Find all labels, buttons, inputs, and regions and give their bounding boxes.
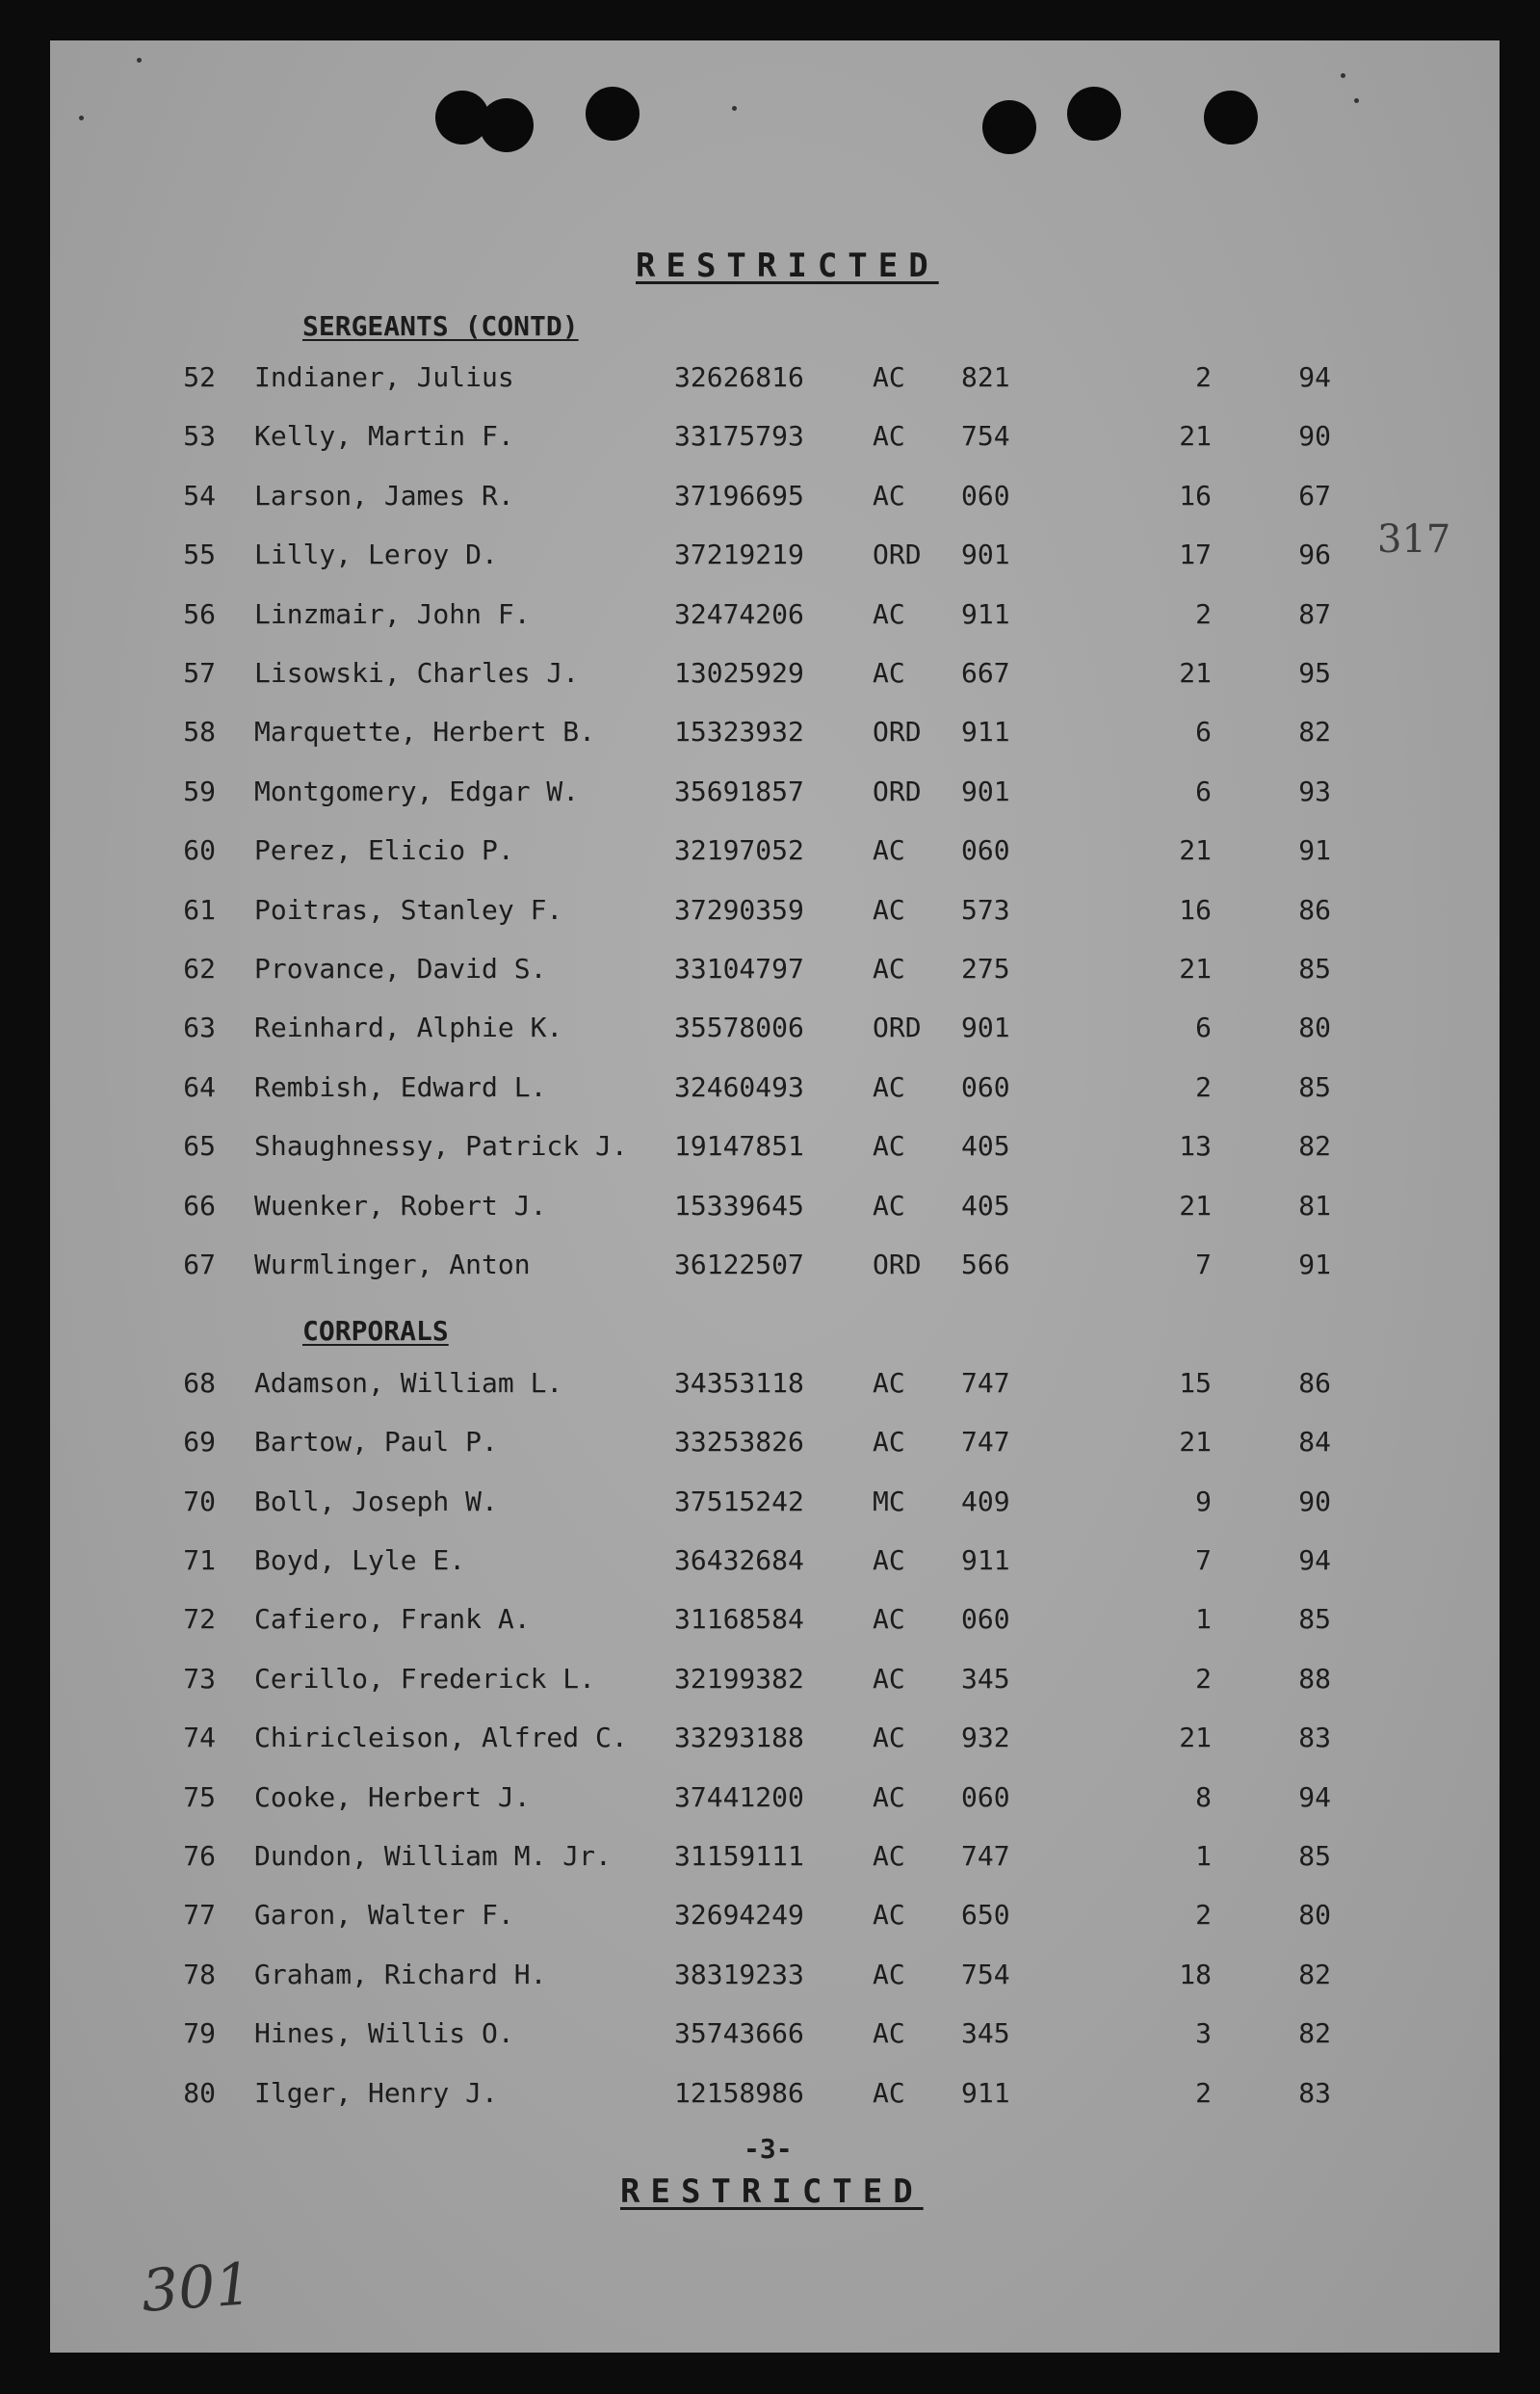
section-heading: SERGEANTS (CONTD) (302, 310, 579, 342)
serial-number: 15339645 (674, 1189, 804, 1222)
months-value: 17 (1179, 539, 1212, 571)
serial-number: 32199382 (674, 1662, 804, 1695)
specialty-code: 650 (961, 1899, 1010, 1932)
row-number: 76 (183, 1840, 216, 1872)
soldier-name: Kelly, Martin F. (254, 420, 514, 453)
serial-number: 33293188 (674, 1722, 804, 1754)
months-value: 6 (1195, 775, 1212, 807)
soldier-name: Reinhard, Alphie K. (254, 1012, 563, 1044)
serial-number: 37441200 (674, 1780, 804, 1813)
months-value: 21 (1179, 657, 1212, 689)
list-item (50, 1426, 1500, 1464)
branch-code: ORD (873, 1012, 922, 1044)
score-value: 85 (1298, 953, 1331, 985)
list-item (50, 1190, 1500, 1228)
months-value: 2 (1195, 1070, 1212, 1103)
branch-code: ORD (873, 539, 922, 571)
months-value: 16 (1179, 479, 1212, 512)
soldier-name: Marquette, Herbert B. (254, 716, 596, 749)
branch-code: AC (873, 1722, 905, 1754)
list-item (50, 834, 1500, 873)
row-number: 63 (183, 1012, 216, 1044)
score-value: 67 (1298, 479, 1331, 512)
serial-number: 33104797 (674, 953, 804, 985)
branch-code: ORD (873, 716, 922, 749)
months-value: 15 (1179, 1366, 1212, 1399)
score-value: 96 (1298, 539, 1331, 571)
list-item (50, 894, 1500, 933)
branch-code: AC (873, 479, 905, 512)
list-item (50, 1130, 1500, 1169)
soldier-name: Perez, Elicio P. (254, 834, 514, 867)
months-value: 2 (1195, 1899, 1212, 1932)
list-item (50, 1722, 1500, 1760)
score-value: 82 (1298, 1958, 1331, 1990)
row-number: 79 (183, 2017, 216, 2050)
months-value: 2 (1195, 1662, 1212, 1695)
list-item (50, 953, 1500, 991)
branch-code: AC (873, 2017, 905, 2050)
score-value: 84 (1298, 1426, 1331, 1459)
months-value: 7 (1195, 1544, 1212, 1576)
row-number: 58 (183, 716, 216, 749)
row-number: 62 (183, 953, 216, 985)
row-number: 52 (183, 361, 216, 393)
list-item (50, 2077, 1500, 2116)
list-item (50, 657, 1500, 696)
branch-code: AC (873, 2076, 905, 2109)
specialty-code: 911 (961, 1544, 1010, 1576)
specialty-code: 060 (961, 1780, 1010, 1813)
soldier-name: Lisowski, Charles J. (254, 657, 580, 689)
soldier-name: Poitras, Stanley F. (254, 893, 563, 926)
soldier-name: Bartow, Paul P. (254, 1426, 498, 1459)
specialty-code: 060 (961, 479, 1010, 512)
branch-code: AC (873, 1840, 905, 1872)
branch-code: AC (873, 1426, 905, 1459)
specialty-code: 409 (961, 1485, 1010, 1517)
specialty-code: 821 (961, 361, 1010, 393)
row-number: 56 (183, 597, 216, 630)
row-number: 64 (183, 1070, 216, 1103)
branch-code: AC (873, 361, 905, 393)
serial-number: 32694249 (674, 1899, 804, 1932)
branch-code: AC (873, 420, 905, 453)
document-page (50, 40, 1500, 2353)
soldier-name: Ilger, Henry J. (254, 2076, 498, 2109)
list-item (50, 716, 1500, 754)
row-number: 80 (183, 2076, 216, 2109)
months-value: 21 (1179, 953, 1212, 985)
soldier-name: Larson, James R. (254, 479, 514, 512)
list-item (50, 1899, 1500, 1937)
list-item (50, 1840, 1500, 1879)
restricted-header: RESTRICTED (636, 247, 939, 285)
row-number: 75 (183, 1780, 216, 1813)
list-item (50, 2017, 1500, 2056)
soldier-name: Wurmlinger, Anton (254, 1249, 531, 1280)
score-value: 83 (1298, 2076, 1331, 2109)
soldier-name: Boyd, Lyle E. (254, 1544, 466, 1576)
months-value: 2 (1195, 2076, 1212, 2109)
score-value: 85 (1298, 1603, 1331, 1636)
score-value: 83 (1298, 1722, 1331, 1754)
months-value: 13 (1179, 1130, 1212, 1163)
score-value: 90 (1298, 420, 1331, 453)
score-value: 87 (1298, 597, 1331, 630)
branch-code: AC (873, 834, 905, 867)
soldier-name: Chiricleison, Alfred C. (254, 1722, 628, 1754)
score-value: 90 (1298, 1485, 1331, 1517)
serial-number: 32460493 (674, 1070, 804, 1103)
branch-code: AC (873, 1366, 905, 1399)
serial-number: 33253826 (674, 1426, 804, 1459)
list-item (50, 598, 1500, 637)
list-item (50, 480, 1500, 518)
row-number: 61 (183, 893, 216, 926)
specialty-code: 911 (961, 716, 1010, 749)
specialty-code: 060 (961, 1070, 1010, 1103)
soldier-name: Montgomery, Edgar W. (254, 775, 580, 807)
score-value: 94 (1298, 361, 1331, 393)
serial-number: 36432684 (674, 1544, 804, 1576)
months-value: 2 (1195, 361, 1212, 393)
branch-code: ORD (873, 775, 922, 807)
stamped-margin-number: 317 (1377, 517, 1451, 562)
serial-number: 19147851 (674, 1130, 804, 1163)
specialty-code: 901 (961, 775, 1010, 807)
specialty-code: 747 (961, 1366, 1010, 1399)
specialty-code: 747 (961, 1840, 1010, 1872)
serial-number: 34353118 (674, 1366, 804, 1399)
specialty-code: 667 (961, 657, 1010, 689)
punch-hole (1067, 87, 1121, 141)
specialty-code: 573 (961, 893, 1010, 926)
list-item (50, 1603, 1500, 1642)
soldier-name: Hines, Willis O. (254, 2017, 514, 2050)
list-item (50, 1071, 1500, 1110)
row-number: 78 (183, 1958, 216, 1990)
branch-code: MC (873, 1485, 905, 1517)
score-value: 82 (1298, 1130, 1331, 1163)
branch-code: ORD (873, 1249, 922, 1280)
score-value: 82 (1298, 716, 1331, 749)
soldier-name: Linzmair, John F. (254, 597, 531, 630)
months-value: 18 (1179, 1958, 1212, 1990)
specialty-code: 345 (961, 1662, 1010, 1695)
score-value: 91 (1298, 1249, 1331, 1280)
score-value: 85 (1298, 1840, 1331, 1872)
row-number: 71 (183, 1544, 216, 1576)
branch-code: AC (873, 657, 905, 689)
score-value: 94 (1298, 1780, 1331, 1813)
specialty-code: 405 (961, 1189, 1010, 1222)
list-item (50, 1249, 1500, 1287)
specialty-code: 901 (961, 539, 1010, 571)
row-number: 55 (183, 539, 216, 571)
months-value: 2 (1195, 597, 1212, 630)
specialty-code: 901 (961, 1012, 1010, 1044)
specialty-code: 754 (961, 420, 1010, 453)
row-number: 67 (183, 1249, 216, 1280)
list-item (50, 1663, 1500, 1701)
specialty-code: 754 (961, 1958, 1010, 1990)
serial-number: 37290359 (674, 893, 804, 926)
soldier-name: Provance, David S. (254, 953, 547, 985)
months-value: 1 (1195, 1840, 1212, 1872)
score-value: 86 (1298, 1366, 1331, 1399)
score-value: 88 (1298, 1662, 1331, 1695)
list-item (50, 1781, 1500, 1820)
months-value: 16 (1179, 893, 1212, 926)
punch-hole (1204, 91, 1258, 145)
specialty-code: 060 (961, 1603, 1010, 1636)
row-number: 53 (183, 420, 216, 453)
branch-code: AC (873, 1662, 905, 1695)
branch-code: AC (873, 1958, 905, 1990)
row-number: 66 (183, 1189, 216, 1222)
paper-speck (137, 58, 142, 63)
serial-number: 36122507 (674, 1249, 804, 1280)
branch-code: AC (873, 1780, 905, 1813)
soldier-name: Indianer, Julius (254, 361, 514, 393)
list-item (50, 539, 1500, 577)
branch-code: AC (873, 1544, 905, 1576)
specialty-code: 911 (961, 597, 1010, 630)
restricted-footer: RESTRICTED (620, 2172, 924, 2211)
branch-code: AC (873, 893, 905, 926)
row-number: 70 (183, 1485, 216, 1517)
row-number: 60 (183, 834, 216, 867)
serial-number: 32626816 (674, 361, 804, 393)
specialty-code: 275 (961, 953, 1010, 985)
list-item (50, 1486, 1500, 1524)
specialty-code: 566 (961, 1249, 1010, 1280)
row-number: 73 (183, 1662, 216, 1695)
soldier-name: Cafiero, Frank A. (254, 1603, 531, 1636)
soldier-name: Cooke, Herbert J. (254, 1780, 531, 1813)
serial-number: 12158986 (674, 2076, 804, 2109)
months-value: 7 (1195, 1249, 1212, 1280)
branch-code: AC (873, 1130, 905, 1163)
row-number: 59 (183, 775, 216, 807)
months-value: 21 (1179, 834, 1212, 867)
soldier-name: Lilly, Leroy D. (254, 539, 498, 571)
soldier-name: Graham, Richard H. (254, 1958, 547, 1990)
row-number: 65 (183, 1130, 216, 1163)
branch-code: AC (873, 1899, 905, 1932)
row-number: 57 (183, 657, 216, 689)
score-value: 80 (1298, 1899, 1331, 1932)
score-value: 93 (1298, 775, 1331, 807)
months-value: 21 (1179, 420, 1212, 453)
serial-number: 32474206 (674, 597, 804, 630)
serial-number: 35743666 (674, 2017, 804, 2050)
soldier-name: Boll, Joseph W. (254, 1485, 498, 1517)
row-number: 54 (183, 479, 216, 512)
row-number: 74 (183, 1722, 216, 1754)
paper-speck (1341, 73, 1345, 78)
serial-number: 15323932 (674, 716, 804, 749)
soldier-name: Dundon, William M. Jr. (254, 1840, 612, 1872)
branch-code: AC (873, 1070, 905, 1103)
months-value: 21 (1179, 1722, 1212, 1754)
specialty-code: 060 (961, 834, 1010, 867)
score-value: 91 (1298, 834, 1331, 867)
serial-number: 37219219 (674, 539, 804, 571)
paper-speck (732, 106, 737, 111)
punch-hole (586, 87, 639, 141)
specialty-code: 747 (961, 1426, 1010, 1459)
serial-number: 37515242 (674, 1485, 804, 1517)
score-value: 80 (1298, 1012, 1331, 1044)
specialty-code: 345 (961, 2017, 1010, 2050)
row-number: 68 (183, 1366, 216, 1399)
branch-code: AC (873, 597, 905, 630)
score-value: 81 (1298, 1189, 1331, 1222)
months-value: 3 (1195, 2017, 1212, 2050)
list-item (50, 361, 1500, 400)
score-value: 95 (1298, 657, 1331, 689)
serial-number: 13025929 (674, 657, 804, 689)
serial-number: 37196695 (674, 479, 804, 512)
score-value: 86 (1298, 893, 1331, 926)
list-item (50, 420, 1500, 459)
soldier-name: Rembish, Edward L. (254, 1070, 547, 1103)
months-value: 6 (1195, 716, 1212, 749)
score-value: 94 (1298, 1544, 1331, 1576)
punch-hole (480, 98, 534, 152)
specialty-code: 932 (961, 1722, 1010, 1754)
list-item (50, 776, 1500, 814)
branch-code: AC (873, 1603, 905, 1636)
soldier-name: Shaughnessy, Patrick J. (254, 1130, 628, 1163)
row-number: 72 (183, 1603, 216, 1636)
score-value: 82 (1298, 2017, 1331, 2050)
list-item (50, 1012, 1500, 1050)
branch-code: AC (873, 953, 905, 985)
serial-number: 32197052 (674, 834, 804, 867)
list-item (50, 1367, 1500, 1406)
row-number: 69 (183, 1426, 216, 1459)
score-value: 85 (1298, 1070, 1331, 1103)
months-value: 21 (1179, 1426, 1212, 1459)
months-value: 9 (1195, 1485, 1212, 1517)
months-value: 1 (1195, 1603, 1212, 1636)
serial-number: 31159111 (674, 1840, 804, 1872)
specialty-code: 911 (961, 2076, 1010, 2109)
branch-code: AC (873, 1189, 905, 1222)
months-value: 6 (1195, 1012, 1212, 1044)
row-number: 77 (183, 1899, 216, 1932)
months-value: 21 (1179, 1189, 1212, 1222)
list-item (50, 1544, 1500, 1583)
specialty-code: 405 (961, 1130, 1010, 1163)
soldier-name: Adamson, William L. (254, 1366, 563, 1399)
serial-number: 38319233 (674, 1958, 804, 1990)
paper-speck (1354, 98, 1359, 103)
serial-number: 31168584 (674, 1603, 804, 1636)
punch-hole (982, 100, 1036, 154)
paper-speck (79, 116, 84, 120)
page-number: -3- (744, 2133, 793, 2165)
soldier-name: Wuenker, Robert J. (254, 1189, 547, 1222)
serial-number: 35578006 (674, 1012, 804, 1044)
serial-number: 35691857 (674, 775, 804, 807)
handwritten-number: 301 (139, 2250, 254, 2326)
soldier-name: Cerillo, Frederick L. (254, 1662, 596, 1695)
months-value: 8 (1195, 1780, 1212, 1813)
section-heading: CORPORALS (302, 1315, 449, 1348)
serial-number: 33175793 (674, 420, 804, 453)
soldier-name: Garon, Walter F. (254, 1899, 514, 1932)
list-item (50, 1959, 1500, 1997)
